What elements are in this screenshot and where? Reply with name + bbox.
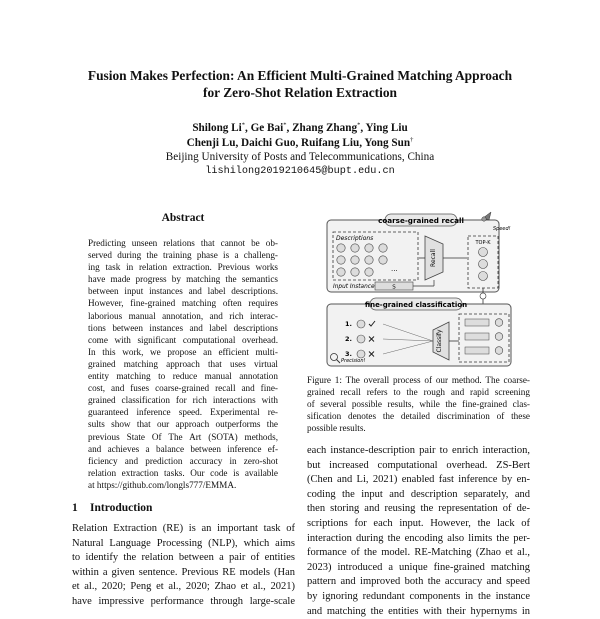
coarse-panel (327, 220, 499, 292)
classify-label: Classify (436, 329, 443, 353)
pair-description-node (495, 347, 503, 355)
title-line-2: for Zero-Shot Relation Extraction (202, 85, 398, 100)
author-mark: † (410, 135, 414, 143)
body-line: pattern and improved both the accuracy and speed (307, 576, 530, 588)
abstract-body (88, 237, 278, 491)
coarse-label: coarse-grained recall (378, 216, 464, 225)
authors-line-1: Shilong Li*, Ge Bai*, Zhang Zhang*, Ying Liu (192, 121, 408, 134)
abstract-line: ing task in relation extraction. Previous works (88, 262, 278, 273)
pair-description-node (495, 333, 503, 341)
pair-rows (465, 319, 503, 355)
body-line: scriptions for each input. However, the lack of (307, 517, 530, 529)
author-mark: * (357, 121, 361, 129)
caption-line: sification denotes the detailed discrimination of these (307, 411, 530, 421)
abstract-line: cost, and fuses coarse-grained recall and fine- (88, 383, 278, 394)
body-line: then storing and reusing the representation of de- (307, 503, 530, 515)
body-line: each instance-description pair to enrich interaction, (307, 445, 530, 456)
description-node (365, 244, 373, 252)
body-line: coding the input and description separately, and (307, 488, 530, 500)
author-name: Ying Liu (365, 122, 408, 134)
abstract-line: relation extraction tasks. Our code is available (88, 467, 278, 478)
body-line: by ignoring redundant components in the instance (307, 590, 530, 602)
input-instance-label: Input Instance (333, 284, 375, 290)
abstract-line: grained classification for rich interactions with (88, 395, 278, 406)
input-instance-s: S (392, 284, 396, 291)
topk-node (479, 248, 488, 257)
abstract-line: However, fine-grained matching often requires (88, 298, 278, 309)
abstract-line: tions between instances and label descriptions (88, 322, 278, 333)
body-line: to identify the relation between a pair of entities (72, 552, 295, 564)
author-block (40, 121, 560, 179)
rank-label: 3. (345, 350, 352, 358)
abstract-line: come with significant computational overhead. (88, 334, 278, 345)
abstract-heading: Abstract (161, 212, 205, 224)
descriptions-label: Descriptions (336, 235, 374, 242)
abstract-line: sults show that our approach outperforms the (88, 419, 278, 430)
pair-instance-bar (465, 319, 489, 326)
description-node (337, 244, 345, 252)
body-line: Relation Extraction (RE) is an important task of (72, 523, 295, 534)
topk-node (479, 272, 488, 281)
description-node (365, 268, 373, 276)
caption-line: possible results. (307, 423, 366, 433)
description-node (379, 256, 387, 264)
description-node (365, 256, 373, 264)
fine-label: fine-grained classification (364, 301, 468, 309)
abstract-line: at https://github.com/longls777/EMMA. (88, 479, 237, 490)
pair-description-node (495, 319, 503, 327)
author-name: Zhang Zhang (292, 122, 358, 134)
description-node (379, 244, 387, 252)
abstract-line: and achieves a balance between inference ef- (88, 443, 278, 454)
caption-line: of several possible results, while the fine-grained clas- (307, 399, 530, 409)
caption-line: Figure 1: The overall process of our method. The coarse- (307, 375, 530, 385)
ellipsis-mark: ... (391, 265, 398, 273)
abstract-line: guaranteed inference speed. Experimental re- (88, 407, 278, 418)
pair-instance-bar (465, 347, 489, 354)
author-name: Yong Sun (364, 136, 411, 149)
rank-label: 2. (345, 335, 352, 343)
section-title: Introduction (90, 502, 153, 514)
topk-circles (479, 248, 488, 281)
description-node (337, 256, 345, 264)
right-column-body (307, 444, 530, 619)
body-line: 2023) introduced a unique fine-grained matching (307, 561, 530, 573)
description-node (351, 256, 359, 264)
body-line: and matching the entities with their hypernyms in (307, 605, 530, 617)
paper-title (40, 67, 560, 101)
body-line: Natural Language Processing (NLP), which aims (72, 537, 295, 549)
description-node (337, 268, 345, 276)
abstract-line: entity matching to reduce manual annotation (88, 371, 278, 382)
speed-label: Speed! (493, 226, 511, 232)
author-email: lishilong2019210645@bupt.edu.cn (205, 165, 395, 177)
abstract-line: grained matching approach that uses virtual (88, 358, 278, 369)
affiliation: Beijing University of Posts and Telecommunications, China (165, 151, 435, 163)
introduction-heading (72, 502, 152, 514)
description-node (351, 244, 359, 252)
caption-line: grained recall refers to the rough and rapid screening (307, 387, 530, 397)
body-line: formance of the model. RE-Matching (Zhao et al., (307, 547, 530, 559)
section-number: 1 (72, 502, 78, 514)
abstract-line: previous State Of The Art (SOTA) methods, (88, 431, 278, 442)
pair-instance-bar (465, 333, 489, 340)
author-mark: * (283, 121, 287, 129)
abstract-line: have made progress by matching the semantics (88, 274, 278, 285)
topk-node (479, 260, 488, 269)
topk-label: TOP-K (475, 240, 491, 246)
body-line: interaction during the encoding also limits the per- (307, 532, 530, 544)
abstract-line: served during the training phase is a challeng- (88, 250, 278, 261)
abstract-line: between input instances and label descriptions. (88, 286, 278, 297)
abstract-line: ficiency and prediction accuracy in zero-shot (88, 455, 278, 466)
ranked-node (357, 320, 365, 328)
body-line: (Chen and Li, 2021) enabled fast inference by en- (307, 474, 530, 486)
plus-node (480, 293, 486, 299)
body-line: have impressive performance through large-scale (72, 595, 295, 607)
ranked-node (357, 335, 365, 343)
figure-1 (325, 210, 515, 368)
abstract-line: laborious manual annotation, and rich interac- (88, 310, 278, 321)
abstract-line: In this work, we propose an efficient multi- (88, 346, 278, 357)
ranked-node (357, 350, 365, 358)
title-line-1: Fusion Makes Perfection: An Efficient Multi-Grained Matching Approach (87, 68, 513, 83)
figure-1-caption (307, 374, 530, 434)
abstract-line: Predicting unseen relations that cannot be ob- (88, 238, 278, 248)
rank-label: 1. (345, 320, 352, 328)
author-name: Chenji Lu (186, 136, 236, 149)
body-line: within a given sentence. Previous RE models (Han (72, 566, 295, 578)
figure-1-diagram (325, 210, 515, 368)
body-line: but increased computational overhead. ZS-Bert (307, 459, 530, 471)
left-column-body (72, 522, 295, 610)
author-name: Ruifang Liu (301, 136, 360, 149)
author-name: Ge Bai (250, 122, 284, 134)
description-node (351, 268, 359, 276)
author-name: Daichi Guo (241, 136, 296, 149)
author-mark: * (241, 121, 245, 129)
author-name: Shilong Li (192, 122, 242, 134)
body-line: et al., 2020; Peng et al., 2020; Zhao et al., 2021) (72, 581, 295, 593)
precision-label: Precision! (341, 358, 366, 364)
authors-line-2: Chenji Lu, Daichi Guo, Ruifang Liu, Yong Sun† (186, 135, 414, 149)
recall-label: Recall (430, 249, 437, 267)
